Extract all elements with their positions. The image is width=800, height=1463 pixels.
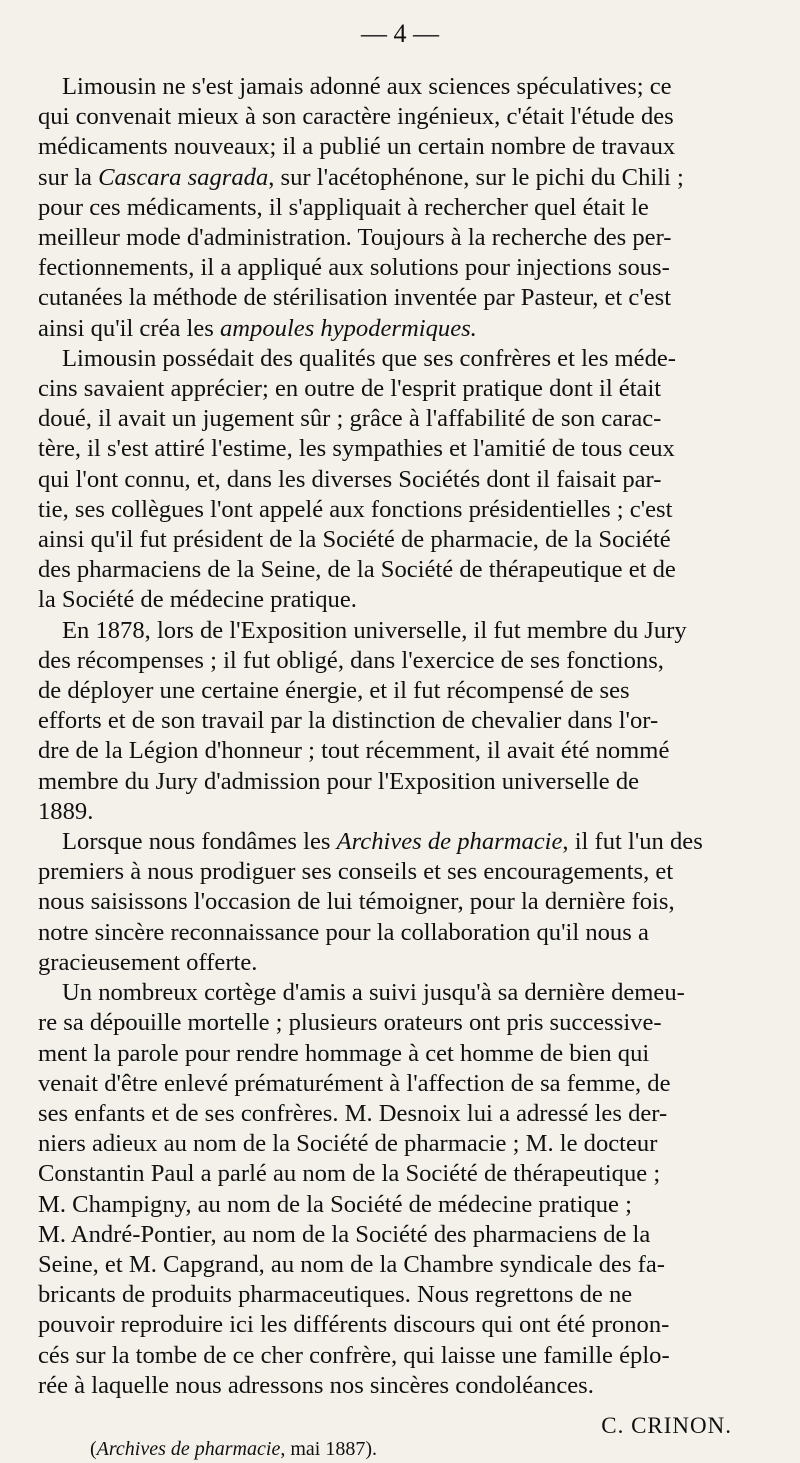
text-line (38, 948, 762, 978)
text-line (38, 616, 762, 646)
text-segment: meilleur mode d'administration. Toujours à la recherche des per- (38, 224, 672, 252)
paragraph (38, 616, 762, 827)
text-line (38, 495, 762, 525)
text-segment: pour ces médicaments, il s'appliquait à rechercher quel était le (38, 193, 649, 221)
text-line (38, 585, 762, 615)
text-segment: venait d'être enlevé prématurément à l'affection de sa femme, de (38, 1069, 671, 1097)
body-text (38, 72, 762, 1401)
text-line (38, 283, 762, 313)
text-segment: dre de la Légion d'honneur ; tout récemment, il avait été nommé (38, 737, 670, 765)
text-segment: ainsi qu'il créa les (38, 314, 220, 342)
text-line (38, 887, 762, 917)
italic-text: Archives de pharmacie (336, 828, 563, 856)
text-segment: pouvoir reproduire ici les différents discours qui ont été pronon- (38, 1311, 670, 1339)
text-line (38, 555, 762, 585)
text-line (38, 314, 762, 344)
text-line (38, 1129, 762, 1159)
text-segment: Limousin possédait des qualités que ses confrères et les méde- (62, 344, 676, 372)
text-segment: bricants de produits pharmaceutiques. Nous regrettons de ne (38, 1281, 633, 1309)
text-segment: , il fut l'un des (562, 828, 703, 856)
text-segment: cutanées la méthode de stérilisation inventée par Pasteur, et c'est (38, 284, 672, 312)
text-line (38, 827, 762, 857)
text-segment: médicaments nouveaux; il a publié un certain nombre de travaux (38, 133, 676, 161)
text-line (38, 163, 762, 193)
text-segment: Un nombreux cortège d'amis a suivi jusqu'à sa dernière demeu- (62, 979, 685, 1007)
text-segment: 1889. (38, 797, 94, 825)
paragraph (38, 978, 762, 1401)
text-line (38, 1008, 762, 1038)
text-segment: doué, il avait un jugement sûr ; grâce à l'affabilité de son carac- (38, 405, 662, 433)
text-segment: ses enfants et de ses confrères. M. Desnoix lui a adressé les der- (38, 1099, 668, 1127)
text-line (38, 1250, 762, 1280)
text-segment: M. Champigny, au nom de la Société de médecine pratique ; (38, 1190, 632, 1218)
text-segment: ment la parole pour rendre hommage à cet homme de bien qui (38, 1039, 650, 1067)
text-segment: re sa dépouille mortelle ; plusieurs orateurs ont pris successive- (38, 1009, 662, 1037)
text-segment: nous saisissons l'occasion de lui témoigner, pour la dernière fois, (38, 888, 675, 916)
text-line (38, 1099, 762, 1129)
text-line (38, 525, 762, 555)
page-number: — 4 — (361, 19, 439, 48)
text-segment: Limousin ne s'est jamais adonné aux sciences spéculatives; ce (62, 73, 672, 100)
text-segment: des récompenses ; il fut obligé, dans l'exercice de ses fonctions, (38, 646, 664, 674)
text-line (38, 646, 762, 676)
text-line (38, 404, 762, 434)
text-line (38, 1341, 762, 1371)
text-line (38, 857, 762, 887)
citation-journal: Archives de pharmacie (96, 1437, 281, 1460)
text-segment: cés sur la tombe de ce cher confrère, qui laisse une famille éplo- (38, 1341, 670, 1369)
text-segment: cins savaient apprécier; en outre de l'esprit pratique dont il était (38, 375, 662, 403)
text-line (38, 978, 762, 1008)
text-line (38, 344, 762, 374)
text-segment: tie, ses collègues l'ont appelé aux fonctions présidentielles ; c'est (38, 495, 673, 523)
citation-open: ( (90, 1437, 97, 1460)
text-line (38, 1310, 762, 1340)
text-line (38, 72, 762, 102)
text-line (38, 1371, 762, 1401)
text-line (38, 918, 762, 948)
text-segment: niers adieux au nom de la Société de pharmacie ; M. le docteur (38, 1130, 658, 1158)
paragraph (38, 344, 762, 616)
text-line (38, 102, 762, 132)
text-line (38, 1280, 762, 1310)
text-line (38, 374, 762, 404)
text-segment: des pharmaciens de la Seine, de la Société de thérapeutique et de (38, 556, 676, 584)
text-segment: sur la (38, 163, 99, 191)
text-segment: qui convenait mieux à son caractère ingénieux, c'était l'étude des (38, 103, 674, 131)
text-line (38, 1220, 762, 1250)
text-segment: de déployer une certaine énergie, et il fut récompensé de ses (38, 677, 630, 705)
text-segment: premiers à nous prodiguer ses conseils et ses encouragements, et (38, 858, 674, 886)
text-segment: En 1878, lors de l'Exposition universelle, il fut membre du Jury (62, 616, 687, 644)
text-segment: Constantin Paul a parlé au nom de la Société de thérapeutique ; (38, 1160, 661, 1188)
italic-text: Cascara sagrada (98, 163, 269, 191)
text-line (38, 193, 762, 223)
text-segment: notre sincère reconnaissance pour la collaboration qu'il nous a (38, 918, 649, 946)
text-line (38, 132, 762, 162)
text-line (38, 1039, 762, 1069)
signature: C. CRINON. (601, 1412, 732, 1438)
text-segment: Lorsque nous fondâmes les (62, 828, 337, 856)
text-line (38, 223, 762, 253)
text-segment: efforts et de son travail par la distinction de chevalier dans l'or- (38, 707, 659, 735)
paragraph (38, 72, 762, 344)
text-line (38, 736, 762, 766)
text-segment: fectionnements, il a appliqué aux solutions pour injections sous- (38, 254, 670, 282)
text-line (38, 253, 762, 283)
text-line (38, 767, 762, 797)
text-segment: tère, il s'est attiré l'estime, les sympathies et l'amitié de tous ceux (38, 435, 675, 463)
citation-rest: , mai 1887). (280, 1437, 377, 1460)
text-line (38, 434, 762, 464)
text-line (38, 676, 762, 706)
text-line (38, 797, 762, 827)
text-line (38, 465, 762, 495)
text-segment: , sur l'acétophénone, sur le pichi du Chili ; (268, 163, 684, 191)
text-line (38, 1069, 762, 1099)
text-segment: Seine, et M. Capgrand, au nom de la Chambre syndicale des fa- (38, 1250, 665, 1278)
text-segment: membre du Jury d'admission pour l'Exposition universelle de (38, 767, 640, 795)
text-line (38, 1190, 762, 1220)
text-line (38, 1159, 762, 1189)
italic-text: ampoules hypodermiques. (220, 314, 477, 342)
text-segment: rée à laquelle nous adressons nos sincères condoléances. (38, 1371, 594, 1399)
paragraph (38, 827, 762, 978)
text-segment: qui l'ont connu, et, dans les diverses Sociétés dont il faisait par- (38, 465, 662, 493)
text-segment: gracieusement offerte. (38, 948, 258, 976)
text-segment: M. André-Pontier, au nom de la Société des pharmaciens de la (38, 1220, 651, 1248)
text-segment: ainsi qu'il fut président de la Société de pharmacie, de la Société (38, 526, 671, 554)
text-segment: la Société de médecine pratique. (38, 586, 357, 614)
text-line (38, 706, 762, 736)
